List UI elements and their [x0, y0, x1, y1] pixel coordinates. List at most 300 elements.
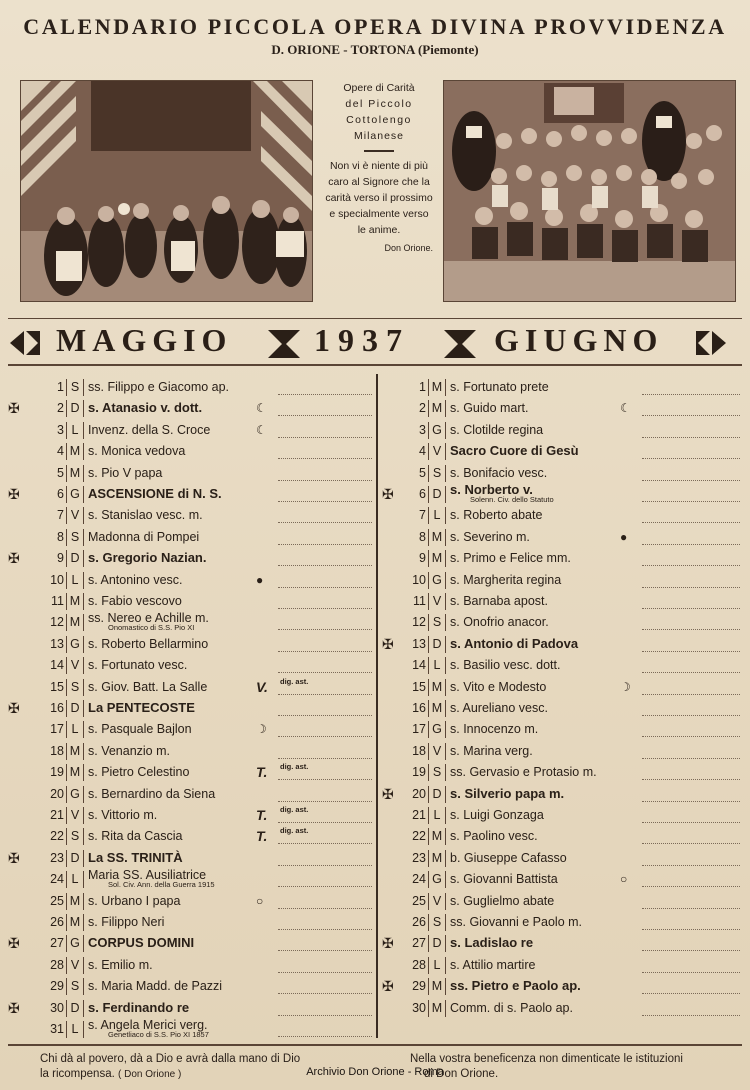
saint-name: s. Silverio papa m. — [450, 785, 565, 801]
separator — [66, 957, 67, 974]
separator — [83, 572, 84, 589]
dotted-line — [642, 1015, 740, 1017]
day-number: 12 — [50, 615, 64, 630]
day-number: 8 — [57, 529, 64, 544]
weekday: M — [431, 850, 443, 865]
separator — [66, 529, 67, 546]
day-row — [8, 677, 374, 697]
separator — [428, 764, 429, 781]
dotted-line — [642, 651, 740, 653]
dotted-line — [278, 715, 372, 717]
day-number: 10 — [412, 572, 426, 587]
day-number: 16 — [50, 701, 64, 715]
day-row — [380, 463, 742, 483]
fast-note: dig. ast. — [280, 826, 309, 836]
banner-year: 1937 — [314, 322, 410, 358]
moon-phase-icon: ○ — [256, 893, 264, 908]
day-number: 24 — [50, 872, 64, 887]
separator — [445, 614, 446, 631]
moon-phase-icon: ● — [620, 529, 628, 544]
saint-note: Onomastico di S.S. Pio XI — [108, 623, 195, 633]
saint-name: ss. Nereo e Achille m. — [88, 611, 209, 626]
weekday: S — [432, 915, 442, 929]
day-number: 6 — [57, 487, 64, 501]
separator — [83, 893, 84, 910]
separator — [428, 529, 429, 546]
banner-top-rule — [8, 318, 742, 319]
day-row — [8, 484, 374, 504]
separator — [445, 400, 446, 417]
footer-left-line: Chi dà al povero, dà a Dio e avrà dalla mano di Dio — [40, 1053, 301, 1065]
separator — [428, 914, 429, 931]
banner-right-ornament — [696, 328, 726, 358]
moon-phase-icon: ☾ — [256, 422, 267, 437]
saint-name: s. Giov. Batt. La Salle — [88, 679, 208, 694]
separator — [428, 379, 429, 396]
saint-name: s. Basilio vesc. dott. — [450, 658, 561, 673]
weekday: M — [431, 380, 443, 394]
weekday: M — [431, 679, 443, 694]
cross-icon: ✠ — [8, 999, 20, 1016]
day-row — [8, 869, 374, 889]
separator — [83, 614, 84, 631]
day-row — [8, 505, 374, 525]
separator — [445, 893, 446, 910]
separator — [83, 422, 84, 439]
separator — [83, 935, 84, 952]
weekday: D — [70, 701, 80, 715]
separator — [83, 786, 84, 803]
saint-name: s. Pasquale Bajlon — [88, 722, 192, 737]
banner-hourglass-ornament — [268, 330, 300, 358]
saint-name: s. Ladislao re — [450, 935, 534, 951]
calendar-subtitle: D. ORIONE - TORTONA (Piemonte) — [271, 42, 479, 57]
day-row — [8, 548, 374, 568]
weekday: M — [69, 915, 81, 929]
separator — [83, 507, 84, 524]
cross-icon: ✠ — [8, 935, 20, 952]
intro-divider — [364, 150, 394, 152]
day-number: 9 — [419, 551, 426, 566]
day-row — [380, 505, 742, 525]
day-number: 5 — [419, 465, 426, 480]
weekday: G — [70, 936, 80, 951]
weekday: D — [432, 487, 442, 501]
weekday: G — [432, 872, 442, 887]
separator — [445, 935, 446, 952]
dotted-line — [278, 651, 372, 653]
day-number: 28 — [50, 957, 64, 972]
weekday: L — [71, 872, 79, 887]
dotted-line — [278, 480, 372, 482]
weekday: M — [69, 594, 81, 608]
saint-name: s. Filippo Neri — [88, 915, 165, 929]
day-number: 30 — [412, 1000, 426, 1015]
separator — [66, 593, 67, 610]
moon-phase-icon: ☽ — [620, 679, 631, 694]
separator — [428, 465, 429, 482]
day-number: 23 — [50, 850, 64, 865]
intro-line: Milanese — [353, 130, 405, 142]
weekday: V — [432, 594, 442, 608]
separator — [445, 871, 446, 888]
separator — [428, 743, 429, 760]
fast-note: dig. ast. — [280, 676, 309, 686]
day-number: 21 — [412, 808, 426, 822]
weekday: D — [70, 850, 80, 865]
separator — [66, 914, 67, 931]
day-row — [8, 441, 374, 461]
separator — [66, 507, 67, 524]
day-number: 4 — [419, 444, 426, 459]
separator — [83, 828, 84, 845]
day-number: 25 — [412, 893, 426, 908]
weekday: L — [71, 722, 79, 737]
day-number: 5 — [57, 465, 64, 480]
saint-name: s. Roberto abate — [450, 508, 543, 523]
separator — [445, 550, 446, 567]
separator — [428, 828, 429, 845]
separator — [83, 400, 84, 417]
saint-name: s. Marina verg. — [450, 743, 533, 758]
separator — [445, 957, 446, 974]
weekday: G — [432, 422, 442, 437]
day-number: 22 — [50, 829, 64, 844]
separator — [66, 636, 67, 653]
day-row — [380, 805, 742, 825]
separator — [445, 743, 446, 760]
day-number: 16 — [412, 701, 426, 715]
day-number: 4 — [57, 444, 64, 459]
dotted-line — [642, 779, 740, 781]
day-row — [8, 976, 374, 996]
day-number: 19 — [412, 765, 426, 780]
weekday: M — [69, 765, 81, 780]
day-row — [380, 634, 742, 654]
saint-name: ASCENSIONE di N. S. — [88, 486, 222, 501]
dotted-line — [642, 715, 740, 717]
day-row — [8, 1019, 374, 1039]
moon-phase-icon: ☾ — [256, 401, 267, 416]
dotted-line — [642, 587, 740, 589]
day-number: 28 — [412, 957, 426, 972]
dotted-line — [278, 437, 372, 439]
saint-name: s. Aureliano vesc. — [450, 701, 548, 715]
fast-letter: T. — [256, 807, 268, 823]
day-number: 31 — [50, 1022, 64, 1036]
day-row — [8, 805, 374, 825]
cross-icon: ✠ — [382, 978, 394, 995]
separator — [83, 1000, 84, 1017]
dotted-line — [642, 501, 740, 503]
day-number: 3 — [57, 422, 64, 437]
footer-right-line: di Don Orione. — [424, 1068, 499, 1080]
weekday: L — [71, 572, 79, 587]
separator — [83, 465, 84, 482]
footer-left-sign: ( Don Orione ) — [118, 1069, 182, 1080]
separator — [83, 529, 84, 546]
saint-name: s. Primo e Felice mm. — [450, 551, 571, 566]
day-number: 22 — [412, 829, 426, 844]
saint-name: s. Clotilde regina — [450, 422, 544, 437]
separator — [428, 957, 429, 974]
saint-name: s. Giovanni Battista — [450, 872, 558, 887]
fast-note: dig. ast. — [280, 762, 309, 772]
separator — [66, 721, 67, 738]
dotted-line — [642, 608, 740, 610]
weekday: G — [432, 572, 442, 587]
weekday: M — [431, 829, 443, 844]
dotted-line — [278, 394, 372, 396]
separator — [445, 422, 446, 439]
day-number: 12 — [412, 615, 426, 630]
saint-name: ss. Giovanni e Paolo m. — [450, 915, 583, 929]
day-number: 20 — [412, 786, 426, 801]
saint-name: s. Barnaba apost. — [450, 594, 548, 608]
day-row — [380, 891, 742, 911]
day-number: 29 — [412, 979, 426, 994]
dotted-line — [642, 801, 740, 803]
dotted-line — [642, 544, 740, 546]
day-row — [380, 933, 742, 953]
day-row — [380, 976, 742, 996]
separator — [66, 550, 67, 567]
banner-left-ornament — [10, 328, 40, 358]
day-number: 7 — [419, 508, 426, 523]
weekday: V — [70, 508, 80, 523]
weekday: M — [431, 401, 443, 416]
day-row — [8, 570, 374, 590]
day-number: 1 — [419, 380, 426, 394]
cross-icon: ✠ — [382, 785, 394, 802]
day-row — [8, 634, 374, 654]
day-row — [380, 398, 742, 418]
dotted-line — [278, 865, 372, 867]
day-row — [8, 784, 374, 804]
day-number: 18 — [50, 743, 64, 758]
separator — [428, 400, 429, 417]
separator — [66, 764, 67, 781]
dotted-line — [642, 694, 740, 696]
day-row — [8, 527, 374, 547]
day-row — [380, 677, 742, 697]
separator — [66, 828, 67, 845]
separator — [83, 486, 84, 503]
day-number: 6 — [419, 487, 426, 501]
intro-quote: Non vi è niente di più caro al Signore che la carità verso il prossimo e specialmente verso le anime. — [325, 160, 433, 236]
day-row — [8, 719, 374, 739]
separator — [66, 700, 67, 717]
saint-name: s. Angela Merici verg. — [88, 1018, 208, 1032]
day-number: 17 — [412, 722, 426, 737]
footer-left-line: la ricompensa. — [40, 1068, 115, 1080]
day-number: 21 — [50, 808, 64, 822]
saint-name: s. Guglielmo abate — [450, 893, 555, 908]
separator — [428, 572, 429, 589]
saint-name: s. Norberto v. — [450, 482, 533, 497]
dotted-line — [642, 950, 740, 952]
separator — [445, 679, 446, 696]
day-number: 17 — [50, 722, 64, 737]
dotted-line — [278, 886, 372, 888]
day-number: 27 — [50, 936, 64, 951]
separator — [66, 486, 67, 503]
dotted-line — [642, 736, 740, 738]
separator — [66, 893, 67, 910]
weekday: S — [432, 465, 442, 480]
separator — [66, 743, 67, 760]
separator — [445, 657, 446, 674]
saint-name: s. Antonino vesc. — [88, 572, 183, 587]
separator — [428, 871, 429, 888]
weekday: V — [70, 658, 80, 673]
weekday: L — [71, 422, 79, 437]
separator — [83, 657, 84, 674]
separator — [66, 443, 67, 460]
saint-name: Sacro Cuore di Gesù — [450, 443, 579, 459]
banner-hourglass-ornament — [444, 330, 476, 358]
day-row — [380, 591, 742, 611]
dotted-line — [642, 437, 740, 439]
day-row — [380, 719, 742, 739]
saint-name: La PENTECOSTE — [88, 700, 195, 715]
separator — [445, 572, 446, 589]
dotted-line — [278, 929, 372, 931]
dotted-line — [278, 544, 372, 546]
day-number: 18 — [412, 743, 426, 758]
separator — [445, 807, 446, 824]
dotted-line — [642, 629, 740, 631]
weekday: M — [69, 743, 81, 758]
fast-letter: T. — [256, 764, 268, 781]
cross-icon: ✠ — [382, 935, 394, 952]
separator — [83, 1021, 84, 1038]
photo-workshop — [20, 80, 313, 302]
saint-name: s. Bonifacio vesc. — [450, 465, 548, 480]
day-number: 11 — [51, 594, 64, 608]
separator — [83, 764, 84, 781]
dotted-line — [278, 501, 372, 503]
separator — [66, 807, 67, 824]
separator — [445, 721, 446, 738]
separator — [66, 1000, 67, 1017]
separator — [83, 978, 84, 995]
day-row — [380, 698, 742, 718]
day-number: 29 — [50, 979, 64, 994]
saint-name: s. Rita da Cascia — [88, 829, 183, 844]
saint-name: s. Emilio m. — [88, 957, 153, 972]
separator — [445, 786, 446, 803]
separator — [83, 700, 84, 717]
separator — [66, 850, 67, 867]
saint-name: s. Ferdinando re — [88, 999, 190, 1015]
dotted-line — [278, 694, 372, 696]
saint-name: Invenz. della S. Croce — [88, 422, 211, 437]
separator — [66, 614, 67, 631]
saint-name: La SS. TRINITÀ — [88, 849, 183, 865]
dotted-line — [278, 565, 372, 567]
separator — [66, 657, 67, 674]
weekday: D — [70, 1000, 80, 1015]
saint-note: Sol. Civ. Ann. della Guerra 1915 — [108, 880, 215, 890]
weekday: L — [433, 658, 441, 673]
cross-icon: ✠ — [8, 486, 20, 502]
weekday: D — [432, 636, 442, 651]
weekday: V — [70, 957, 80, 972]
weekday: L — [71, 1022, 79, 1036]
weekday: D — [432, 786, 442, 801]
day-number: 8 — [419, 529, 426, 544]
weekday: S — [70, 529, 80, 544]
separator — [428, 507, 429, 524]
dotted-line — [642, 394, 740, 396]
day-number: 7 — [57, 508, 64, 523]
weekday: S — [70, 829, 80, 844]
separator — [83, 957, 84, 974]
separator — [445, 636, 446, 653]
separator — [83, 379, 84, 396]
day-number: 26 — [50, 915, 64, 929]
month-june: GIUGNO — [494, 322, 664, 358]
dotted-line — [642, 908, 740, 910]
day-row — [8, 463, 374, 483]
day-row — [8, 698, 374, 718]
saint-name: s. Fortunato vesc. — [88, 658, 188, 673]
intro-signature: Don Orione. — [384, 243, 433, 253]
separator — [445, 465, 446, 482]
month-may: MAGGIO — [56, 322, 233, 358]
intro-text — [325, 80, 433, 256]
separator — [83, 871, 84, 888]
weekday: V — [70, 808, 80, 822]
separator — [83, 914, 84, 931]
cross-icon: ✠ — [8, 849, 20, 866]
separator — [66, 400, 67, 417]
separator — [445, 828, 446, 845]
separator — [428, 422, 429, 439]
day-number: 10 — [50, 572, 64, 587]
moon-phase-icon: ☾ — [620, 401, 631, 416]
fast-note: dig. ast. — [280, 805, 309, 814]
separator — [66, 935, 67, 952]
separator — [445, 850, 446, 867]
day-number: 13 — [412, 636, 426, 651]
dotted-line — [642, 865, 740, 867]
saint-name: ss. Gervasio e Protasio m. — [450, 765, 597, 780]
banner-bottom-rule — [8, 364, 742, 366]
cross-icon: ✠ — [8, 400, 20, 417]
separator — [428, 721, 429, 738]
day-number: 23 — [412, 850, 426, 865]
day-row — [380, 527, 742, 547]
dotted-line — [278, 608, 372, 610]
saint-name: s. Pio V papa — [88, 465, 163, 480]
day-row — [380, 912, 742, 932]
footer-right-line: Nella vostra beneficenza non dimenticate le istituzioni — [410, 1053, 683, 1065]
separator — [445, 1000, 446, 1017]
dotted-line — [278, 1036, 372, 1038]
separator — [445, 443, 446, 460]
weekday: M — [431, 701, 443, 715]
weekday: D — [70, 551, 80, 566]
cross-icon: ✠ — [382, 486, 394, 502]
day-row — [8, 826, 374, 846]
moon-phase-icon: ☽ — [256, 722, 267, 737]
day-row — [380, 441, 742, 461]
weekday: S — [70, 679, 80, 694]
dotted-line — [278, 458, 372, 460]
separator — [445, 914, 446, 931]
